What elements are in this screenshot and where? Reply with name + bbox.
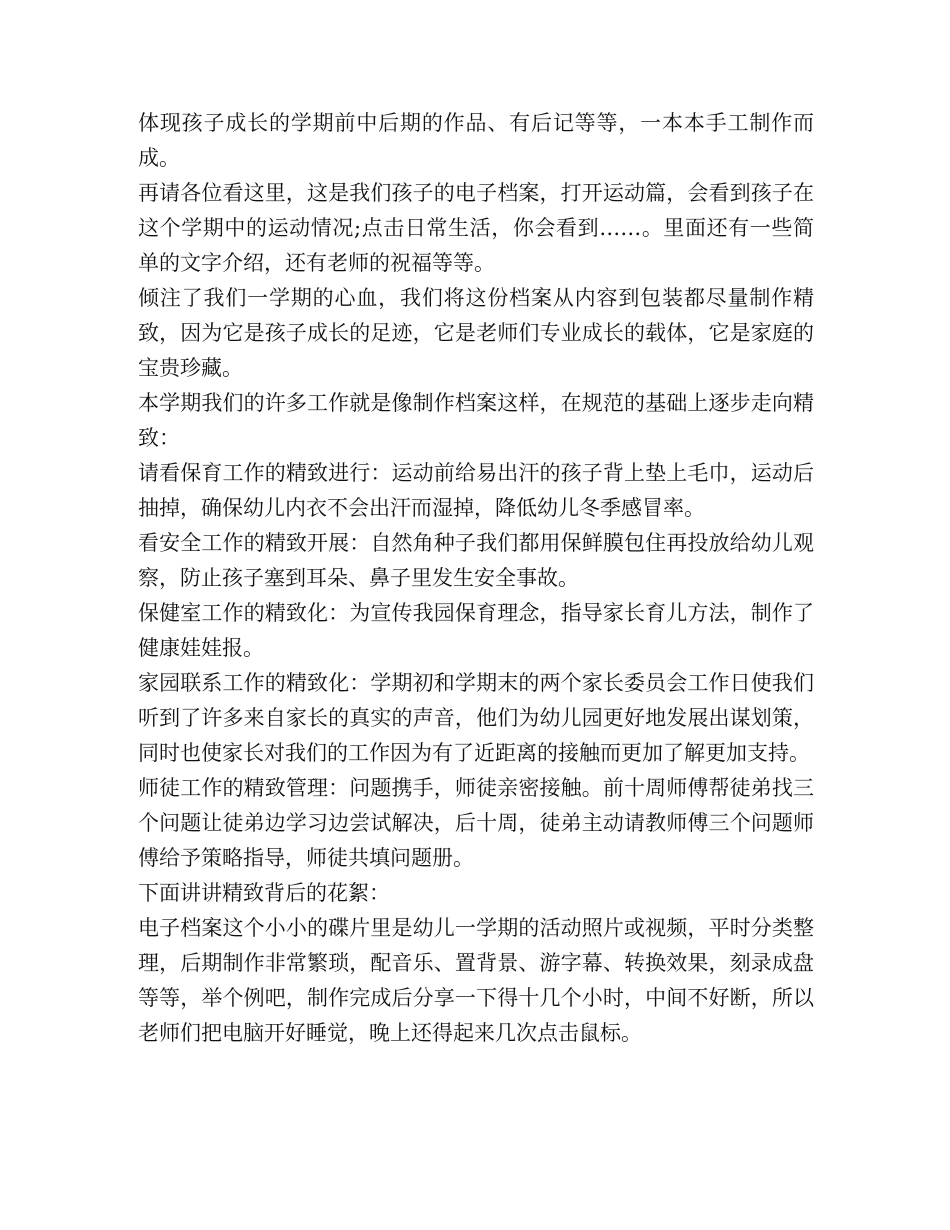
paragraph-1: 体现孩子成长的学期前中后期的作品、有后记等等，一本本手工制作而成。: [138, 111, 814, 170]
paragraph-7: 保健室工作的精致化：为宣传我园保育理念，指导家长育儿方法，制作了健康娃娃报。: [138, 601, 814, 660]
paragraph-9: 师徒工作的精致管理：问题携手，师徒亲密接触。前十周师傅帮徒弟找三个问题让徒弟边学习边尝试解决，后十周，徒弟主动请教师傅三个问题师傅给予策略指导，师徒共填问题册。: [138, 776, 814, 870]
paragraph-6: 看安全工作的精致开展：自然角种子我们都用保鲜膜包住再投放给幼儿观察，防止孩子塞到耳朵、鼻子里发生安全事故。: [138, 531, 814, 590]
paragraph-8: 家园联系工作的精致化：学期初和学期末的两个家长委员会工作日使我们听到了许多来自家长的真实的声音，他们为幼儿园更好地发展出谋划策，同时也使家长对我们的工作因为有了近距离的接触而更加了解更加支持。: [138, 671, 814, 765]
document-body: [138, 106, 814, 1051]
paragraph-3: 倾注了我们一学期的心血，我们将这份档案从内容到包装都尽量制作精致，因为它是孩子成长的足迹，它是老师们专业成长的载体，它是家庭的宝贵珍藏。: [138, 286, 814, 380]
paragraph-4: 本学期我们的许多工作就是像制作档案这样，在规范的基础上逐步走向精致：: [138, 391, 814, 450]
paragraph-2: 再请各位看这里，这是我们孩子的电子档案，打开运动篇，会看到孩子在这个学期中的运动情况;点击日常生活，你会看到……。里面还有一些简单的文字介绍，还有老师的祝福等等。: [138, 181, 814, 275]
paragraph-11: 电子档案这个小小的碟片里是幼儿一学期的活动照片或视频，平时分类整理，后期制作非常繁琐，配音乐、置背景、游字幕、转换效果，刻录成盘等等，举个例吧，制作完成后分享一下得十几个小时，中间不好断，所以老师们把电脑开好睡觉，晚上还得起来几次点击鼠标。: [138, 916, 814, 1045]
paragraph-10: 下面讲讲精致背后的花絮：: [138, 881, 390, 905]
paragraph-5: 请看保育工作的精致进行：运动前给易出汗的孩子背上垫上毛巾，运动后抽掉，确保幼儿内衣不会出汗而湿掉，降低幼儿冬季感冒率。: [138, 461, 814, 520]
